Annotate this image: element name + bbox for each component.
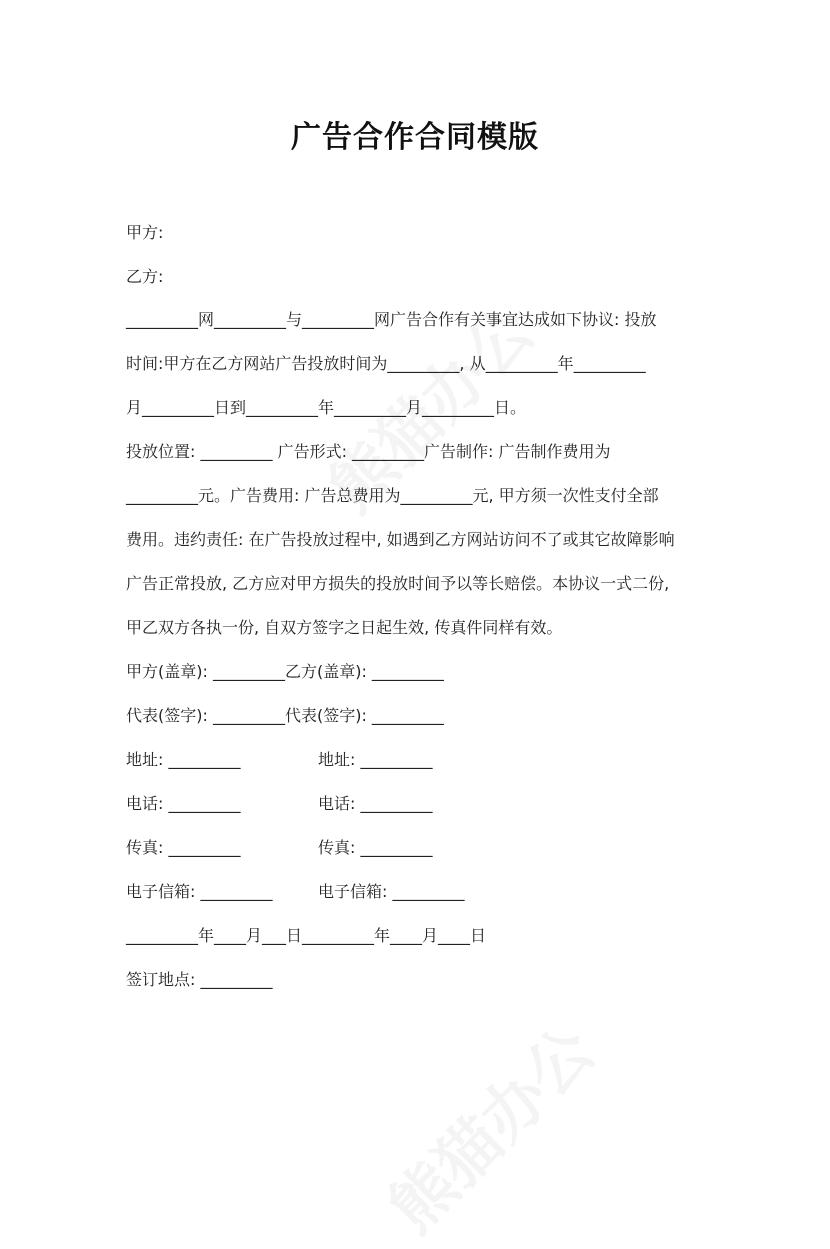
signature-address-b: 地址: _________ [318,750,433,769]
body-line-1: _________网_________与_________网广告合作有关事宜达成如下协议: 投放 [126,310,657,329]
signature-fax-a: 传真: _________ [126,838,241,857]
watermark-bottom [365,1003,611,1249]
signing-place-line: 签订地点: _________ [126,970,273,989]
signature-phone-a: 电话: _________ [126,794,241,813]
body-line-6: 费用。违约责任: 在广告投放过程中, 如遇到乙方网站访问不了或其它故障影响 [126,530,675,549]
body-line-4: 投放位置: _________ 广告形式: _________广告制作: 广告制作费用为 [126,442,611,461]
body-line-5: _________元。广告费用: 广告总费用为_________元, 甲方须一次性支付全部 [126,486,659,505]
party-a-label: 甲方: [126,223,164,242]
signature-phone-b: 电话: _________ [318,794,433,813]
signature-address-a: 地址: _________ [126,750,241,769]
page-title: 广告合作合同模版 [291,120,539,155]
signature-line-representative: 代表(签字): _________代表(签字): _________ [126,706,444,725]
body-line-7: 广告正常投放, 乙方应对甲方损失的投放时间予以等长赔偿。本协议一式二份, [126,574,670,593]
signature-line-seal: 甲方(盖章): _________乙方(盖章): _________ [126,662,444,681]
signature-email-a: 电子信箱: _________ [126,882,273,901]
signature-email-b: 电子信箱: _________ [318,882,465,901]
party-b-label: 乙方: [126,267,164,286]
date-line: _________年____月___日_________年____月____日 [126,926,487,945]
signature-fax-b: 传真: _________ [318,838,433,857]
body-line-8: 甲乙双方各执一份, 自双方签字之日起生效, 传真件同样有效。 [126,618,563,637]
body-line-2: 时间:甲方在乙方网站广告投放时间为_________, 从_________年_________ [126,354,646,373]
body-line-3: 月_________日到_________年_________月_________日。 [126,398,527,417]
